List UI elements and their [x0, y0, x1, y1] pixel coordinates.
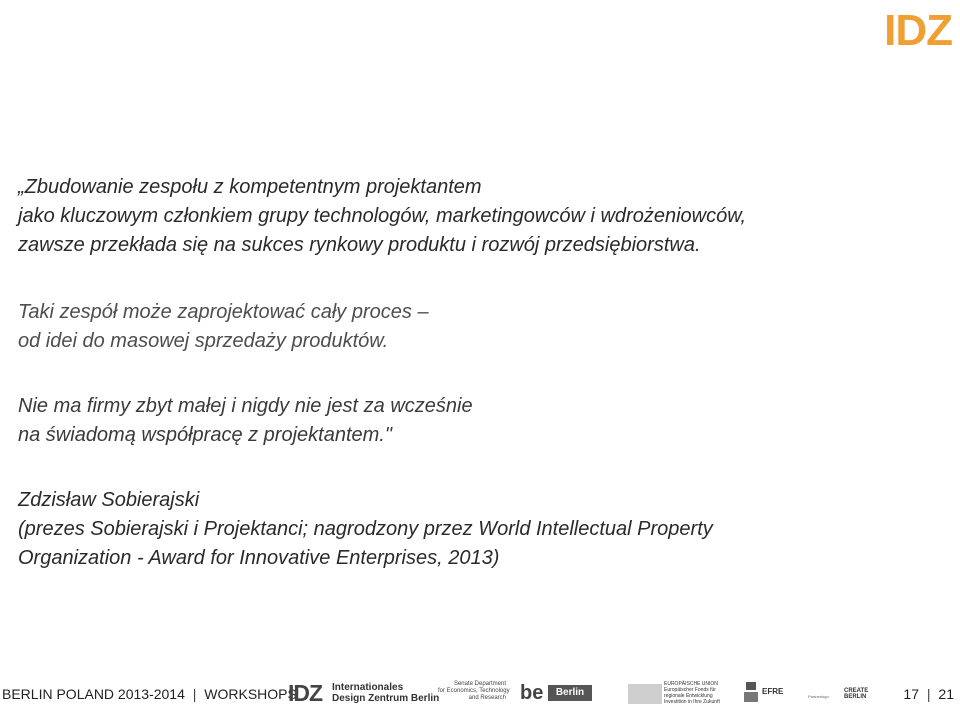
senate-line: for Economics, Technology	[438, 688, 510, 694]
create-berlin-logo	[844, 688, 868, 700]
quote-line: jako kluczowym członkiem grupy technologów, marketingowców i wdrożeniowców,	[18, 205, 747, 227]
efre-icon	[742, 680, 760, 704]
idz-name-line: Internationales	[332, 682, 404, 693]
idz-full-name	[332, 682, 439, 704]
footer-event-label	[2, 686, 297, 702]
footer	[0, 678, 960, 707]
quote-line: Taki zespół może zaprojektować cały proces –	[18, 301, 429, 323]
partner-logo-text: Partnerlogo	[808, 694, 829, 699]
create-line: CREATE	[844, 688, 869, 694]
berlin-box-logo: Berlin	[548, 685, 592, 701]
quote-attribution	[18, 486, 918, 573]
idz-footer-logo: IDZ	[288, 680, 323, 706]
senate-line: and Research	[468, 695, 506, 701]
idz-name-line: Design Zentrum Berlin	[332, 693, 440, 704]
eu-text-line: Europäischer Fonds für	[664, 687, 716, 693]
senate-logo	[438, 681, 510, 702]
create-line: BERLIN	[844, 694, 867, 700]
eu-fund-text	[664, 681, 718, 705]
eu-text-line: Investition in Ihre Zukunft	[664, 699, 720, 705]
page-number	[903, 686, 954, 702]
quote-line: „Zbudowanie zespołu z kompetentnym projektantem	[18, 176, 482, 198]
quote-paragraph-3	[18, 392, 918, 450]
page-total: 21	[938, 686, 954, 702]
attribution-name: Zdzisław Sobierajski	[18, 489, 200, 511]
workshops-text: WORKSHOPS	[204, 686, 297, 702]
quote-line: od idei do masowej sprzedaży produktów.	[18, 330, 389, 352]
quote-line: na świadomą współpracę z projektantem."	[18, 424, 392, 446]
attribution-detail: (prezes Sobierajski i Projektanci; nagrodzony przez World Intellectual Property	[18, 518, 713, 540]
event-text: BERLIN POLAND 2013-2014	[2, 686, 185, 702]
eu-text-line: regionale Entwicklung	[664, 693, 713, 699]
eu-text-line: EUROPÄISCHE UNION	[664, 681, 718, 687]
page-current: 17	[903, 686, 919, 702]
eu-flag-icon	[628, 684, 662, 704]
be-berlin-logo: be	[520, 682, 544, 704]
quote-line: zawsze przekłada się na sukces rynkowy produktu i rozwój przedsiębiorstwa.	[18, 234, 701, 256]
quote-line: Nie ma firmy zbyt małej i nigdy nie jest za wcześnie	[18, 395, 473, 417]
quote-paragraph-2	[18, 298, 918, 356]
idz-logo: IDZ	[884, 6, 952, 55]
separator: |	[192, 686, 197, 702]
quote-paragraph-1	[18, 173, 918, 260]
page-separator: |	[926, 686, 931, 702]
attribution-detail: Organization - Award for Innovative Enterprises, 2013)	[18, 547, 500, 569]
senate-line: Senate Department	[453, 681, 506, 687]
efre-label: EFRE	[762, 687, 784, 696]
